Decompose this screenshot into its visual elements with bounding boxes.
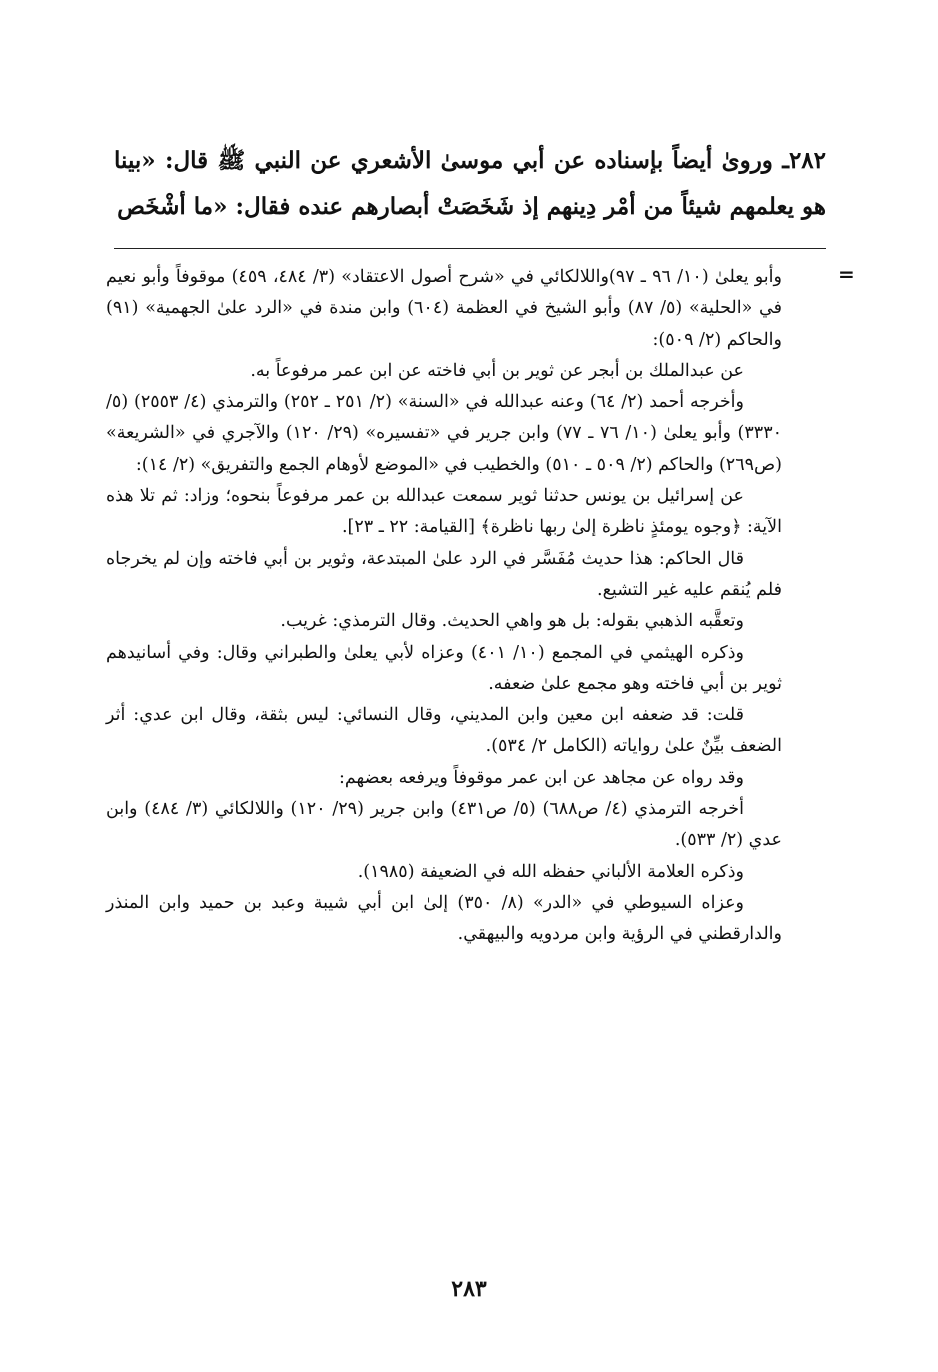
footnote-paragraph: أخرجه الترمذي (٤/ ص٦٨٨) (٥/ ص٤٣١) وابن جرير (٢٩/ ١٢٠) واللالكائي (٣/ ٤٨٤) وابن عدي (٢/ ٥٣٣).: [106, 799, 782, 851]
footnote-paragraph: وأبو يعلىٰ (١٠/ ٩٦ ـ ٩٧)واللالكائي في «شرح أصول الاعتقاد» (٣/ ٤٨٤، ٤٥٩) موقوفاً وأبو نعيم في «الحلية» (٥/ ٨٧) وأبو الشيخ في العظمة (٦٠٤) وابن مندة في «الرد علىٰ الجهمية» (٩١) والحاكم (٢/ ٥٠٩):: [106, 267, 782, 350]
footnote-paragraph: قلت: قد ضعفه ابن معين وابن المديني، وقال النسائي: ليس بثقة، وقال ابن عدي: أثر الضعف بيِّنٌ علىٰ رواياته (الكامل ٢/ ٥٣٤).: [106, 705, 782, 757]
page-number: ٢٨٣: [451, 1276, 487, 1302]
footnote-paragraph: وقد رواه عن مجاهد عن ابن عمر موقوفاً ويرفعه بعضهم:: [339, 767, 744, 788]
footnotes: [106, 262, 782, 951]
main-text: [114, 138, 826, 230]
footnote-separator: [114, 248, 826, 249]
hadith-paragraph: ٢٨٢ـ وروىٰ أيضاً بإسناده عن أبي موسىٰ الأشعري عن النبي ﷺ قال: «بينا هو يعلمهم شيئاً من أمْر دِينهم إذ شَخَصَتْ أبصارهم عنده فقال: «ما أشْخَص: [114, 147, 826, 220]
footnote-paragraph: وذكره العلامة الألباني حفظه الله في الضعيفة (١٩٨٥).: [357, 861, 744, 882]
footnote-paragraph: قال الحاكم: هذا حديث مُفَسَّر في الرد علىٰ المبتدعة، وثوير بن أبي فاخته وإن لم يخرجاه فلم يُنقم عليه غير التشيع.: [106, 548, 782, 600]
footnote-paragraph: وأخرجه أحمد (٢/ ٦٤) وعنه عبدالله في «السنة» (٢/ ٢٥١ ـ ٢٥٢) والترمذي (٤/ ٢٥٥٣) (٥/ ٣٣٣٠) وأبو يعلىٰ (١٠/ ٧٦ ـ ٧٧) وابن جرير في «تفسيره» (٢٩/ ١٢٠) والآجري في «الشريعة» (ص٢٦٩) والحاكم (٢/ ٥٠٩ ـ ٥١٠) والخطيب في «الموضع لأوهام الجمع والتفريق» (٢/ ١٤):: [106, 392, 782, 475]
footnote-continuation-marker: =: [838, 262, 855, 286]
footnote-paragraph: وذكره الهيثمي في المجمع (١٠/ ٤٠١) وعزاه لأبي يعلىٰ والطبراني وقال: وفي أسانيدهم ثوير بن أبي فاخته وهو مجمع علىٰ ضعفه.: [106, 642, 782, 694]
footnote-paragraph: عن عبدالملك بن أبجر عن ثوير بن أبي فاخته عن ابن عمر مرفوعاً به.: [250, 360, 744, 381]
footnote-paragraph: وعزاه السيوطي في «الدر» (٨/ ٣٥٠) إلىٰ ابن أبي شيبة وعبد بن حميد وابن المنذر والدارقطني في الرؤية وابن مردويه والبيهقي.: [106, 892, 782, 945]
footnote-paragraph: وتعقَّبه الذهبي بقوله: بل هو واهي الحديث. وقال الترمذي: غريب.: [280, 611, 744, 632]
footnote-paragraph: عن إسرائيل بن يونس حدثنا ثوير سمعت عبدالله بن عمر مرفوعاً بنحوه؛ وزاد: ثم تلا هذه الآية: ﴿وجوه يومئذٍ ناظرة إلىٰ ربها ناظرة﴾ [القيامة: ٢٢ ـ ٢٣].: [106, 486, 782, 538]
